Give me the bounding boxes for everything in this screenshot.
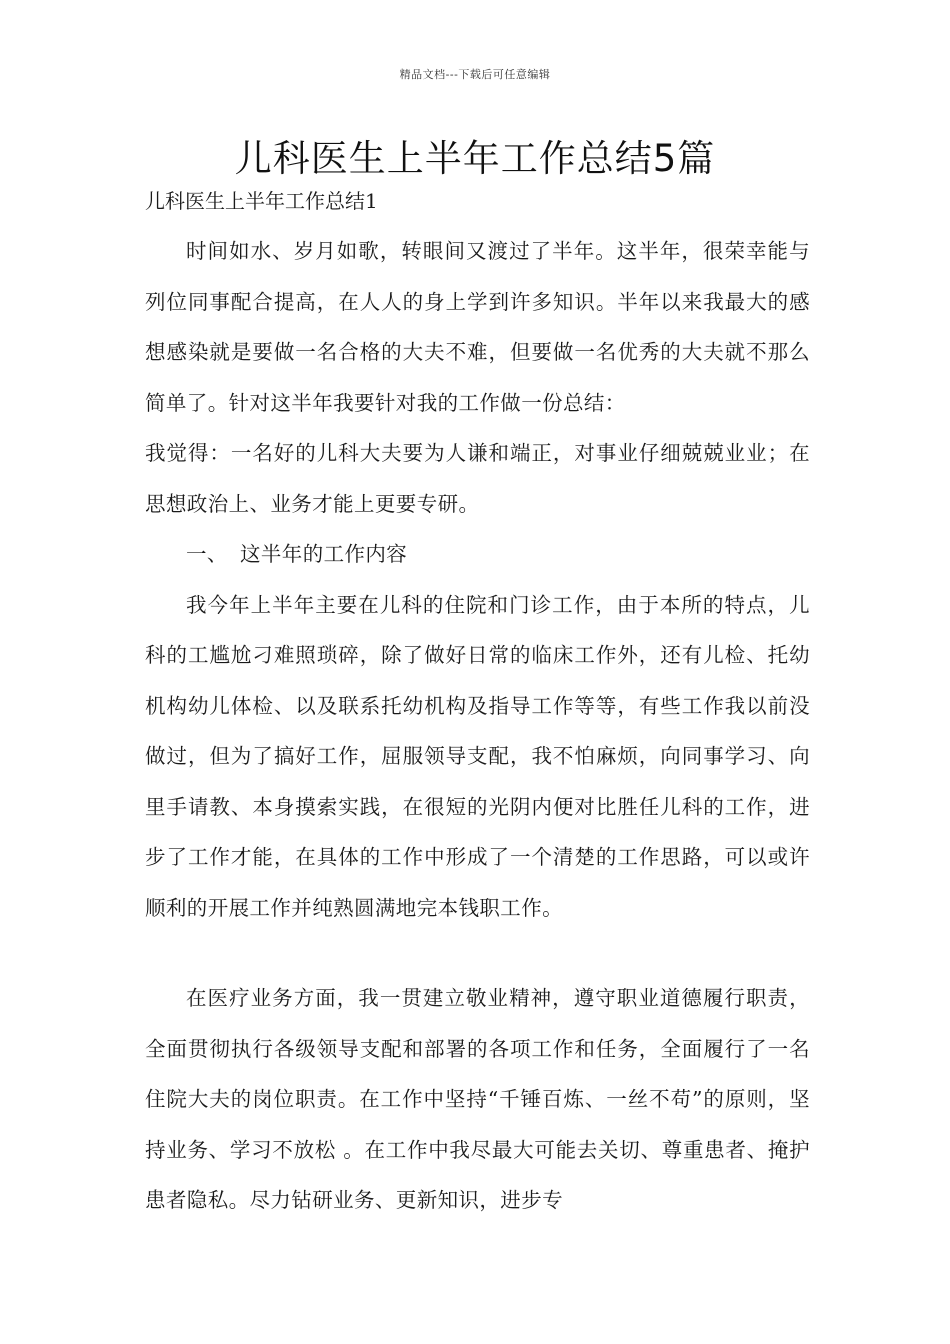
section-number: 一、	[186, 542, 228, 566]
paragraph-belief: 我觉得：一名好的儿科大夫要为人谦和端正，对事业仔细兢兢业业；在思想政治上、业务才能上更要专研。	[145, 441, 810, 516]
paragraph-intro: 时间如水、岁月如歌，转眼间又渡过了半年。这半年，很荣幸能与列位同事配合提高，在人人的身上学到许多知识。半年以来我最大的感想感染就是要做一名合格的大夫不难，但要做一名优秀的大夫就不那么简单了。针对这半年我要针对我的工作做一份总结：	[145, 239, 810, 415]
section-heading-text: 这半年的工作内容	[240, 542, 408, 566]
body-text-block-1	[145, 226, 810, 933]
document-title: 儿科医生上半年工作总结5篇	[234, 137, 716, 180]
paragraph-medical-duties: 在医疗业务方面，我一贯建立敬业精神，遵守职业道德履行职责，全面贯彻执行各级领导支配和部署的各项工作和任务，全面履行了一名住院大夫的岗位职责。在工作中坚持“千锤百炼、一丝不苟”的原则，坚持业务、学习不放松 。在工作中我尽最大可能去关切、尊重患者、掩护患者隐私。尽力钻研业务、更新知识，进步专	[145, 986, 810, 1212]
section-subtitle: 儿科医生上半年工作总结1	[145, 189, 378, 213]
section-heading-1	[145, 529, 810, 580]
paragraph-work-content: 我今年上半年主要在儿科的住院和门诊工作，由于本所的特点，儿科的工尴尬刁难照琐碎，除了做好日常的临床工作外，还有儿检、托幼机构幼儿体检、以及联系托幼机构及指导工作等等，有些工作我以前没做过，但为了搞好工作，屈服领导支配，我不怕麻烦，向同事学习、向里手请教、本身摸索实践，在很短的光阴内便对比胜任儿科的工作，进步了工作才能，在具体的工作中形成了一个清楚的工作思路，可以或许顺利的开展工作并纯熟圆满地完本钱职工作。	[145, 592, 810, 920]
header-note: 精品文档---下载后可任意编辑	[399, 68, 551, 81]
body-text-block-2	[145, 973, 810, 1226]
